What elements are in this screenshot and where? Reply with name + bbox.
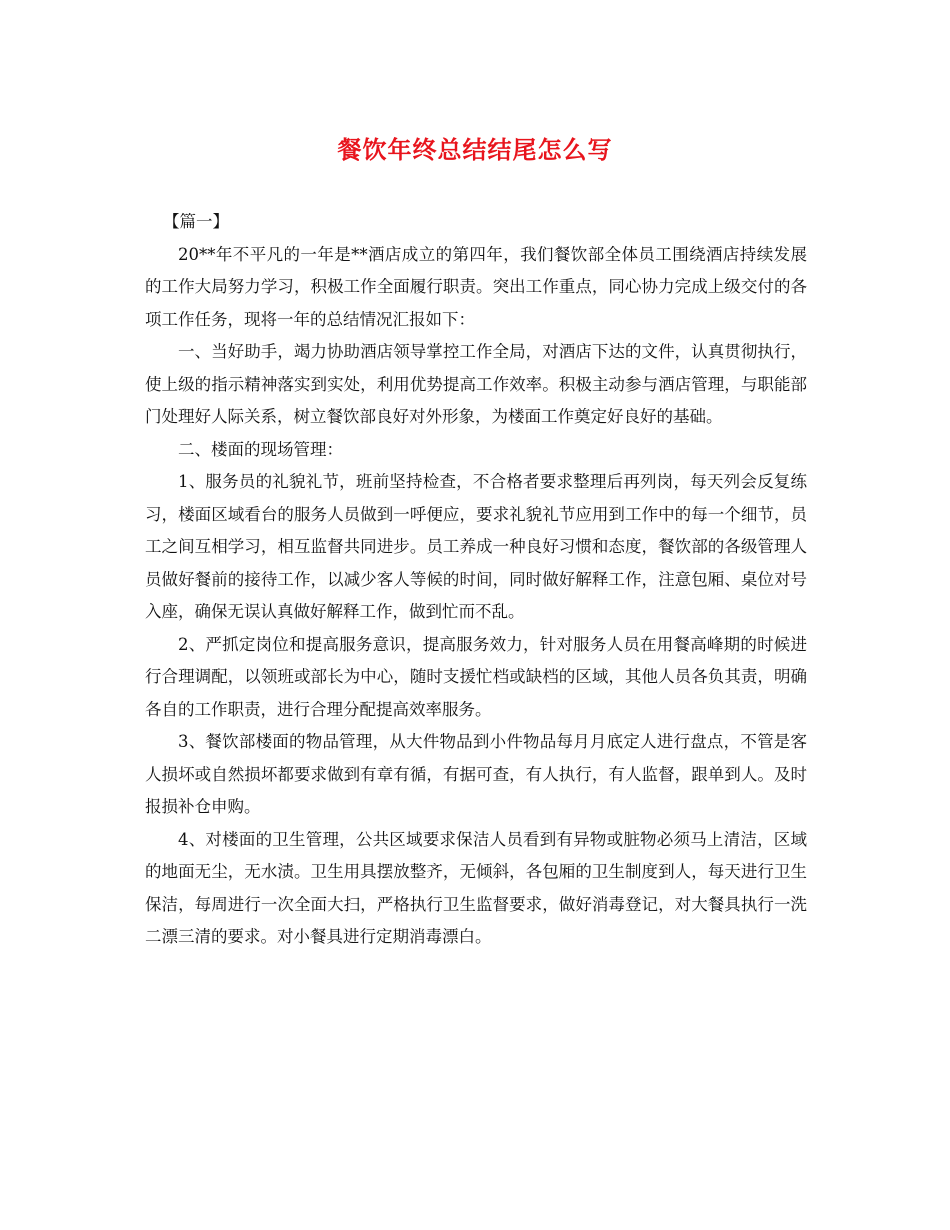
paragraph-floor-management-heading: 二、楼面的现场管理： <box>178 439 343 459</box>
page-title: 餐饮年终总结结尾怎么写 <box>337 135 613 164</box>
paragraph-service-awareness: 2、严抓定岗位和提高服务意识，提高服务效力，针对服务人员在用餐高峰期的时候进行合理调配，以领班或部长为中心，随时支援忙档或缺档的区域，其他人员各负其责，明确各自的工作职责，进行合理分配提高效率服务。 <box>145 634 807 719</box>
paragraph-etiquette: 1、服务员的礼貌礼节，班前坚持检查，不合格者要求整理后再列岗，每天列会反复练习，楼面区域看台的服务人员做到一呼便应，要求礼貌礼节应用到工作中的每一个细节，员工之间互相学习，相互监督共同进步。员工养成一种良好习惯和态度，餐饮部的各级管理人员做好餐前的接待工作，以减少客人等候的时间，同时做好解释工作，注意包厢、桌位对号入座，确保无误认真做好解释工作，做到忙而不乱。 <box>145 472 807 621</box>
paragraph-assist-leadership: 一、当好助手，竭力协助酒店领导掌控工作全局，对酒店下达的文件，认真贯彻执行，使上级的指示精神落实到实处，利用优势提高工作效率。积极主动参与酒店管理，与职能部门处理好人际关系，树立餐饮部良好对外形象，为楼面工作奠定好良好的基础。 <box>145 342 807 426</box>
section-label: 【篇一】 <box>163 212 229 231</box>
paragraph-hygiene-management: 4、对楼面的卫生管理，公共区域要求保洁人员看到有异物或脏物必须马上清洁，区域的地面无尘，无水渍。卫生用具摆放整齐，无倾斜，各包厢的卫生制度到人，每天进行卫生保洁，每周进行一次全面大扫，严格执行卫生监督要求，做好消毒登记，对大餐具执行一洗二漂三清的要求。对小餐具进行定期消毒漂白。 <box>145 829 807 946</box>
paragraph-item-management: 3、餐饮部楼面的物品管理，从大件物品到小件物品每月月底定人进行盘点，不管是客人损坏或自然损坏都要求做到有章有循，有据可查，有人执行，有人监督，跟单到人。及时报损补仓申购。 <box>145 732 807 816</box>
paragraph-intro: 20**年不平凡的一年是**酒店成立的第四年，我们餐饮部全体员工围绕酒店持续发展的工作大局努力学习，积极工作全面履行职责。突出工作重点，同心协力完成上级交付的各项工作任务，现将一年的总结情况汇报如下： <box>145 244 807 329</box>
document-body <box>145 206 807 954</box>
